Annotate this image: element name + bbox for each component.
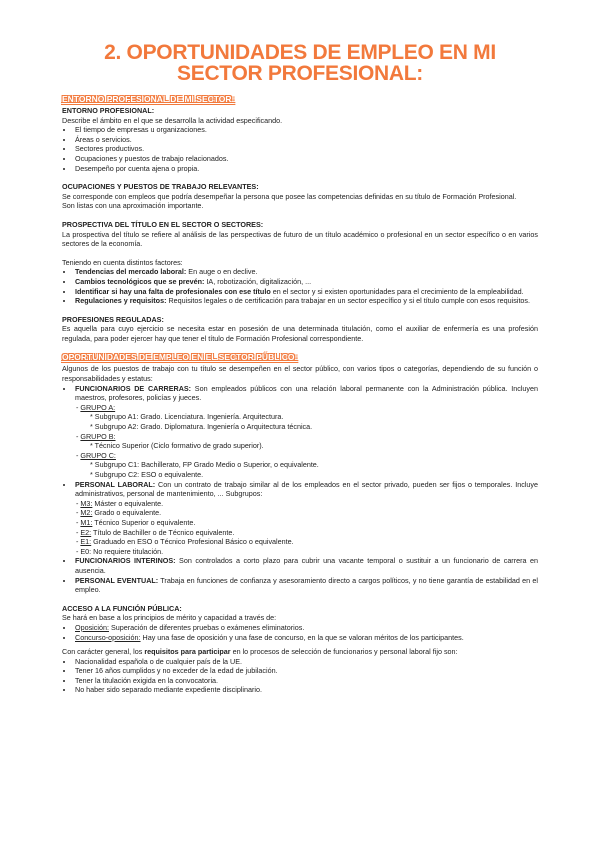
eventual-text: Trabaja en funciones de confianza y asesoramiento directo a cargos políticos, y no tiene garantía de estabilidad en el empleo. (75, 575, 538, 595)
group-item: * Subgrupo C2: ESO o equivalente. (90, 470, 204, 479)
grupos-block (62, 432, 538, 442)
list-item: • Ocupaciones y puestos de trabajo relacionados. (74, 154, 538, 164)
factor-text: Requisitos legales o de certificación para trabajar en un sector específico y si el título cumple con esos requisitos. (166, 296, 531, 306)
list-item-eventual (74, 576, 538, 595)
section-heading-entorno: ENTORNO PROFESIONAL DE MI SECTOR: (62, 94, 235, 104)
list-item: • Oposición: Superación de diferentes pruebas o exámenes eliminatorios. (74, 623, 538, 633)
group-item: * Subgrupo A2: Grado. Diplomatura. Ingeniería o Arquitectura técnica. (90, 422, 313, 432)
subgroup-item: - M1: Técnico Superior o equivalente. (76, 517, 196, 527)
laboral-subgroups (62, 499, 538, 557)
subheading-ocupaciones: OCUPACIONES Y PUESTOS DE TRABAJO RELEVANTES: (62, 182, 259, 192)
subgroup-item: - M3: Máster o equivalente. (76, 498, 164, 508)
subheading-acceso: ACCESO A LA FUNCIÓN PÚBLICA: (62, 603, 182, 613)
categorias-list (62, 556, 538, 594)
subgroup-item: - E2: Título de Bachiller o de Técnico equivalente. (76, 527, 235, 537)
categorias-list (62, 480, 538, 499)
factor-label: Cambios tecnológicos que se prevén: (75, 276, 205, 286)
group-label: - GRUPO B: (76, 431, 116, 441)
title-line-1: 2. OPORTUNIDADES DE EMPLEO EN MI (104, 41, 496, 64)
requisitos-intro: Con carácter general, los requisitos para participar en lo procesos de selección de funcionarios y personal laboral fijo son: (62, 647, 458, 657)
acceso-list (62, 623, 538, 642)
title-line-2: SECTOR PROFESIONAL: (177, 62, 423, 85)
carrera-text: Son empleados públicos con una relación laboral permanente con la Administración pública. Incluyen maestros, profesores, policías y jueces. (75, 383, 539, 403)
list-item: • Áreas o servicios. (74, 135, 538, 145)
subheading-reguladas: PROFESIONES REGULADAS: (62, 314, 164, 324)
reguladas-text: Es aquella para cuyo ejercicio se necesita estar en posesión de una determinada titulación, como el auxiliar de enfermería es una profesión regulada, para poder ejercer hay que tener el título de Formación Profesional correspondiente. (62, 324, 538, 343)
entorno-intro: Describe el ámbito en el que se desarrolla la actividad especificando. (62, 115, 283, 125)
factor-text: en el sector y si existen oportunidades para el crecimiento de la empleabilidad. (270, 286, 524, 296)
list-item (74, 277, 538, 287)
entorno-list (62, 125, 538, 173)
grupos-block (62, 403, 538, 413)
group-items (62, 412, 538, 431)
factor-text: En auge o en declive. (186, 267, 258, 277)
group-items (62, 441, 538, 451)
prospectiva-text: La prospectiva del título se refiere al análisis de las perspectivas de futuro de un título académico o profesional en un sector específico o en varios sectores de la economía. (62, 229, 538, 249)
list-item: • El tiempo de empresas u organizaciones. (74, 125, 538, 135)
list-item (74, 296, 538, 306)
list-item (74, 287, 538, 297)
list-item: • Tener 16 años cumplidos y no exceder de la edad de jubilación. (74, 666, 538, 676)
list-item: • Sectores productivos. (74, 144, 538, 154)
list-item (74, 267, 538, 277)
subheading-entorno-profesional: ENTORNO PROFESIONAL: (62, 106, 155, 115)
factor-label: Regulaciones y requisitos: (75, 296, 167, 306)
laboral-label: PERSONAL LABORAL: (75, 479, 156, 489)
factors-list (62, 267, 538, 305)
subgroup-item: - E1: Graduado en ESO o Técnico Profesional Básico o equivalente. (76, 537, 294, 547)
sector-publico-intro: Algunos de los puestos de trabajo con tu título se desempeñen en el sector público, con varios tipos o categorías, dependiendo de su función o responsabilidades y estatus: (62, 364, 538, 384)
carrera-label: FUNCIONARIOS DE CARRERAS: (75, 383, 192, 393)
page-title (62, 42, 538, 84)
factor-text: IA, robotización, digitalización, ... (204, 276, 312, 286)
list-item: • Concurso-oposición: Hay una fase de oposición y una fase de concurso, en la que se valoran méritos de los participantes. (74, 633, 538, 643)
list-item: • No haber sido separado mediante expediente disciplinario. (74, 685, 538, 695)
list-item-carrera (74, 384, 538, 403)
requisitos-list (62, 657, 538, 695)
subgroup-item: - E0: No requiere titulación. (76, 546, 164, 556)
group-label: - GRUPO C: (76, 450, 116, 460)
list-item: • Nacionalidad española o de cualquier país de la UE. (74, 657, 538, 667)
group-label: - GRUPO A: (76, 402, 116, 412)
group-item: * Subgrupo A1: Grado. Licenciatura. Ingeniería. Arquitectura. (90, 412, 284, 422)
subgroup-item: - M2: Grado o equivalente. (76, 508, 162, 518)
factors-intro: Teniendo en cuenta distintos factores: (62, 257, 183, 267)
list-item: • Tener la titulación exigida en la convocatoria. (74, 676, 538, 686)
list-item: • Desempeño por cuenta ajena o propia. (74, 164, 538, 174)
categorias-list (62, 384, 538, 403)
factor-label: Identificar si hay una falta de profesionales con ese título (75, 286, 271, 296)
group-items (62, 460, 538, 479)
interinos-text: Son controlados a corto plazo para cubrir una vacante temporal o sustituir a un funcionario de carrera en ausencia. (75, 556, 538, 575)
group-item: * Subgrupo C1: Bachillerato, FP Grado Medio o Superior, o equivalente. (90, 460, 319, 470)
eventual-label: PERSONAL EVENTUAL: (75, 575, 159, 585)
subheading-prospectiva: PROSPECTIVA DEL TÍTULO EN EL SECTOR O SECTORES: (62, 219, 264, 229)
list-item-laboral (74, 480, 538, 499)
list-item-interinos (74, 556, 538, 575)
section-heading-sector-publico: OPORTUNIDADES DE EMPLEO EN EL SECTOR PÚBLICO: (62, 352, 298, 363)
acceso-intro: Se hará en base a los principios de mérito y capacidad a través de: (62, 613, 277, 623)
factor-label: Tendencias del mercado laboral: (75, 267, 187, 277)
ocupaciones-text-2: Son listas con una aproximación importante. (62, 201, 204, 211)
ocupaciones-text: Se corresponde con empleos que podría desempeñar la persona que posee las competencias definidas en su título de Formación Profesional. (62, 191, 517, 201)
group-item: * Técnico Superior (Ciclo formativo de grado superior). (90, 441, 264, 451)
laboral-text: Con un contrato de trabajo similar al de los empleados en el sector privado, pueden ser fijos o temporales. Incluye administrativos, personal de mantenimiento, ... Subgrupos: (75, 479, 538, 499)
grupos-block (62, 451, 538, 461)
interinos-label: FUNCIONARIOS INTERINOS: (75, 556, 176, 566)
